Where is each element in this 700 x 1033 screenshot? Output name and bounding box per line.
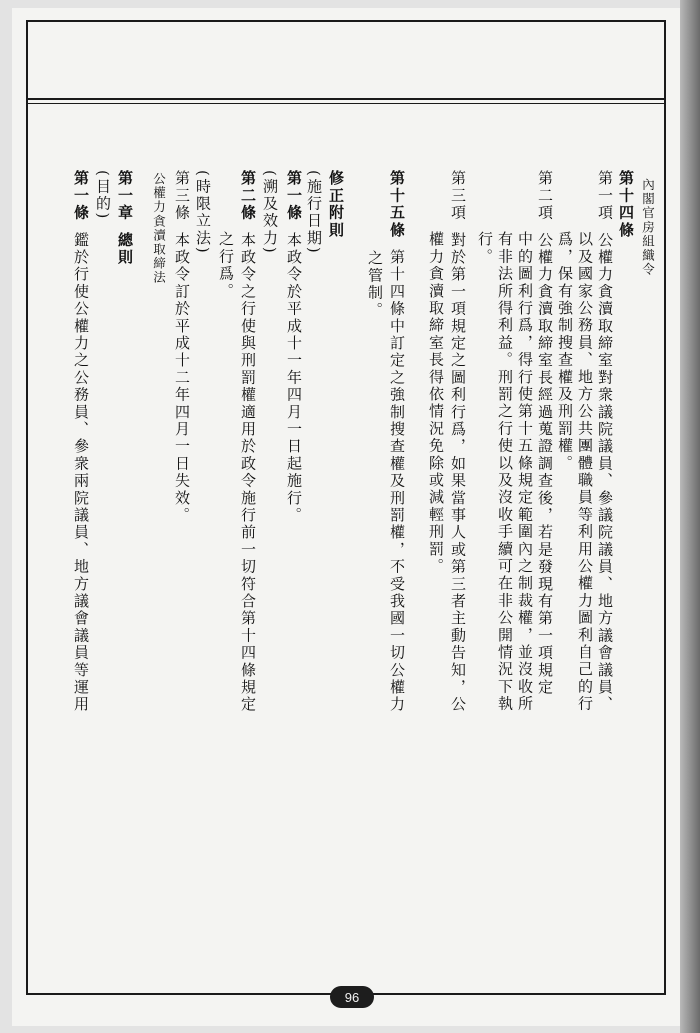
text-column bbox=[174, 170, 189, 524]
chapter-heading bbox=[117, 170, 132, 266]
column-text: 公權力貪瀆取締室長經過蒐證調查後，若是發現有第一項規定 bbox=[536, 231, 554, 697]
page-number: 96 bbox=[330, 986, 374, 1008]
text-column bbox=[537, 170, 552, 696]
text-column bbox=[389, 170, 404, 713]
column-text: 公權力貪瀆取締室對衆議院議員、參議院議員、地方議會議員、 bbox=[596, 231, 614, 714]
column-text: 有非法所得利益。刑罰之行使以及沒收手續可在非公開情況下執 bbox=[496, 231, 514, 713]
text-column bbox=[557, 231, 572, 472]
column-text: 對於第一項規定之圖利行爲，如果當事人或第三者主動告知，公 bbox=[449, 231, 467, 714]
column-text: 爲，保有強制搜查權及刑罰權。 bbox=[556, 231, 574, 472]
text-column bbox=[577, 231, 592, 713]
article-heading: 第一條 bbox=[285, 170, 303, 222]
column-text: 以及國家公務員、地方公共團體職員等利用公權力圖利自己的行 bbox=[576, 231, 594, 713]
caption: (溯及效力) bbox=[261, 170, 279, 255]
binding-shadow bbox=[680, 0, 700, 1033]
article-heading: 第十四條 bbox=[617, 170, 635, 239]
column-text: 本政令訂於平成十二年四月一日失效。 bbox=[173, 231, 191, 525]
column-text: 權力貪瀆取締室長得依情況免除或減輕刑罰。 bbox=[427, 231, 445, 575]
column-text: 鑑於行使公權力之公務員、參衆兩院議員、地方議會議員等運用 bbox=[72, 231, 90, 714]
paragraph-label: 第三項 bbox=[449, 170, 467, 222]
text-column bbox=[195, 170, 210, 255]
column-text: 本政令之行使與刑罰權適用於政令施行前一切符合第十四條規定 bbox=[239, 231, 257, 714]
text-column bbox=[367, 250, 382, 319]
text-column bbox=[262, 170, 277, 255]
article-heading: 第十五條 bbox=[388, 170, 406, 239]
text-column bbox=[240, 170, 255, 713]
caption: (目的) bbox=[94, 170, 112, 221]
section-heading: 修正附則 bbox=[327, 170, 345, 239]
supplementary-heading bbox=[328, 170, 343, 239]
article-heading: 第一條 bbox=[72, 170, 90, 222]
law-title-text: 公權力貪瀆取締法 bbox=[151, 172, 167, 285]
chapter-title: 總則 bbox=[116, 231, 134, 267]
paragraph-label: 第二項 bbox=[536, 170, 554, 222]
article-14-heading bbox=[618, 170, 633, 239]
header-rule-thin bbox=[28, 103, 664, 104]
law-title bbox=[152, 172, 165, 285]
paragraph-label: 第一項 bbox=[596, 170, 614, 222]
page-border-frame bbox=[26, 20, 666, 995]
text-column bbox=[286, 170, 301, 524]
text-column bbox=[450, 170, 465, 713]
running-header: 內閣官房組織令 bbox=[640, 178, 656, 277]
caption: (施行日期) bbox=[305, 170, 323, 255]
column-text: 行。 bbox=[476, 231, 494, 266]
column-text: 第十四條中訂定之強制搜查權及刑罰權，不受我國一切公權力 bbox=[388, 248, 406, 714]
column-text: 本政令於平成十一年四月一日起施行。 bbox=[285, 231, 303, 525]
column-text: 之管制。 bbox=[366, 250, 384, 319]
text-column bbox=[517, 231, 532, 713]
column-text: 中的圖利行爲，得行使第十五條規定範圍內之制裁權，並沒收所 bbox=[516, 231, 534, 713]
text-column bbox=[428, 231, 443, 575]
column-text: 之行爲。 bbox=[217, 231, 235, 300]
caption: (時限立法) bbox=[194, 170, 212, 255]
text-column bbox=[477, 231, 492, 265]
text-column bbox=[73, 170, 88, 713]
text-column bbox=[497, 231, 512, 713]
text-column bbox=[95, 170, 110, 221]
text-column bbox=[306, 170, 321, 255]
chapter-label: 第一章 bbox=[116, 170, 134, 222]
text-column bbox=[597, 170, 612, 713]
article-heading: 第二條 bbox=[239, 170, 257, 222]
header-rule bbox=[28, 98, 664, 100]
article-heading: 第三條 bbox=[173, 170, 191, 222]
text-column bbox=[218, 231, 233, 300]
